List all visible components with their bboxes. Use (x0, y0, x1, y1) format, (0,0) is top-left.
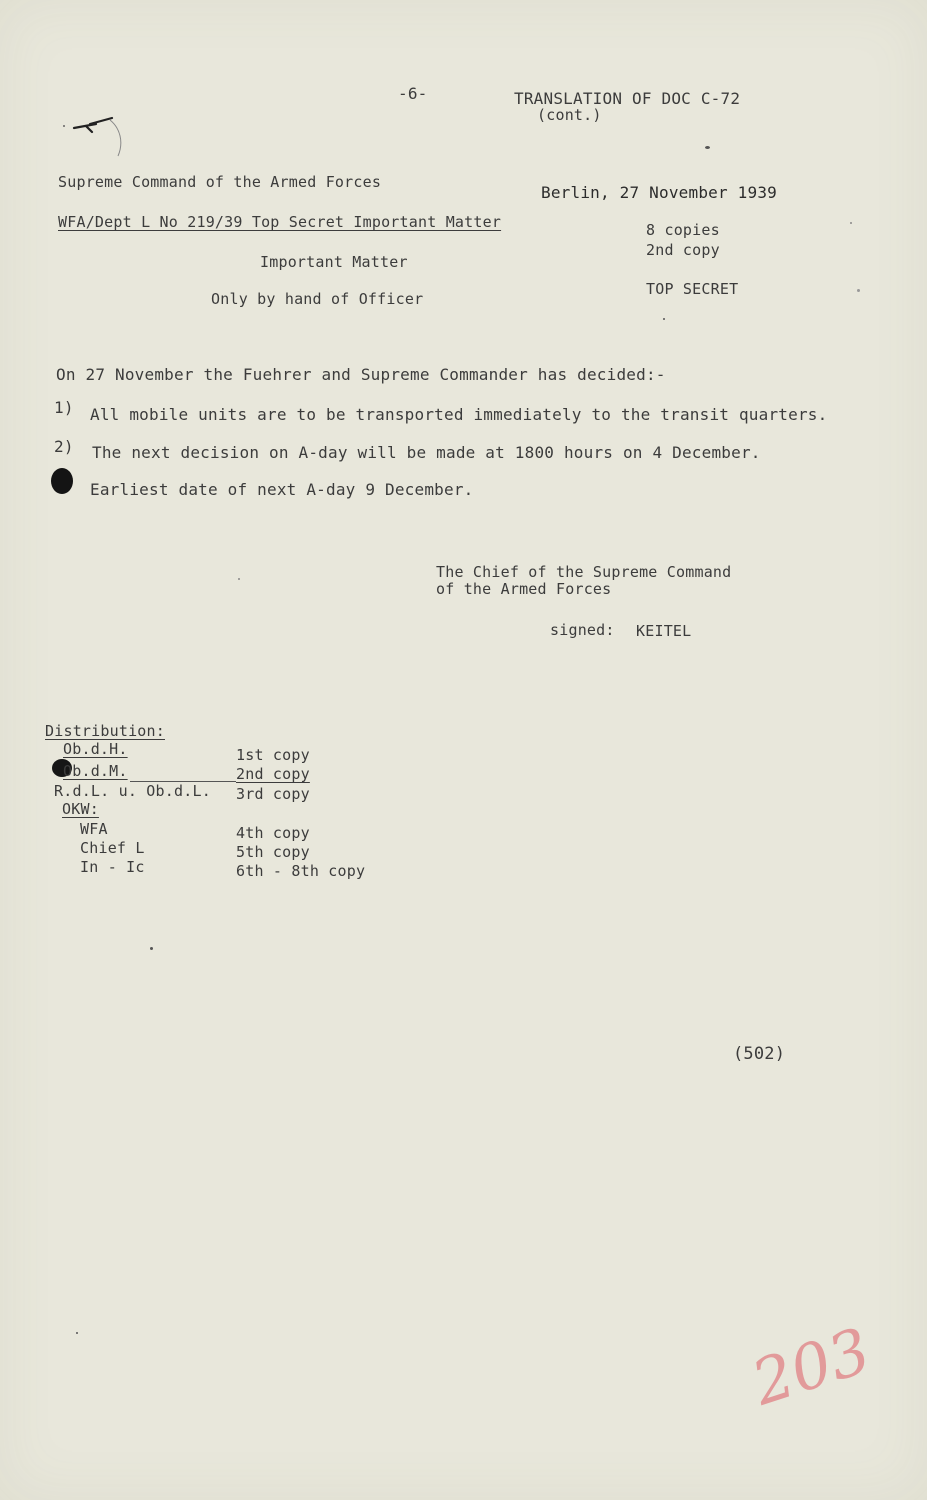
dist-recipient: WFA (80, 820, 108, 838)
pen-mark-icon (60, 110, 130, 160)
page-number: -6- (398, 84, 428, 103)
copy-number: 2nd copy (646, 241, 720, 259)
signature-line-2: of the Armed Forces (436, 580, 612, 598)
paper-speck (857, 289, 860, 292)
item-1-text: All mobile units are to be transported immediately to the transit quarters. (90, 405, 828, 424)
distribution-heading: Distribution: (45, 722, 165, 740)
paper-speck (76, 1332, 78, 1334)
paper-speck (705, 146, 710, 149)
dist-copy: 6th - 8th copy (236, 862, 366, 880)
item-3-text: Earliest date of next A-day 9 December. (90, 480, 474, 499)
translation-cont: (cont.) (537, 106, 602, 124)
handwritten-page-number: 203 (743, 1313, 879, 1420)
important-matter: Important Matter (260, 253, 408, 271)
dist-recipient: Ob.d.H. (63, 740, 128, 758)
signature-line-1: The Chief of the Supreme Command (436, 563, 732, 581)
copies-count: 8 copies (646, 221, 720, 239)
dist-copy: 3rd copy (236, 785, 310, 803)
place-date: Berlin, 27 November 1939 (541, 183, 777, 202)
signed-label: signed: (550, 621, 615, 639)
paper-speck (850, 222, 852, 224)
translation-title: TRANSLATION OF DOC C-72 (514, 89, 741, 108)
intro-line: On 27 November the Fuehrer and Supreme Commander has decided:- (56, 365, 666, 384)
document-number: (502) (733, 1044, 786, 1064)
paper-speck (150, 947, 153, 950)
dist-recipient: R.d.L. u. Ob.d.L. (54, 782, 211, 800)
dist-copy: 1st copy (236, 746, 310, 764)
dist-recipient: Ob.d.M. (63, 762, 128, 780)
dist-recipient: In - Ic (80, 858, 145, 876)
handling-note: Only by hand of Officer (211, 290, 424, 308)
paper-speck (663, 318, 665, 320)
dist-copy: 5th copy (236, 843, 310, 861)
reference-line: WFA/Dept L No 219/39 Top Secret Important Matter (58, 213, 502, 231)
dist-copy: 2nd copy (236, 765, 310, 783)
dist-recipient: OKW: (62, 800, 99, 818)
item-1-number: 1) (54, 398, 74, 417)
dist-copy: 4th copy (236, 824, 310, 842)
paper-speck (238, 578, 240, 580)
ink-blot-icon (48, 466, 76, 496)
dist-recipient: Chief L (80, 839, 145, 857)
classification: TOP SECRET (646, 280, 739, 298)
item-2-text: The next decision on A-day will be made at 1800 hours on 4 December. (92, 443, 761, 462)
issuer: Supreme Command of the Armed Forces (58, 173, 382, 191)
signatory-name: KEITEL (636, 622, 692, 640)
item-2-number: 2) (54, 437, 74, 456)
